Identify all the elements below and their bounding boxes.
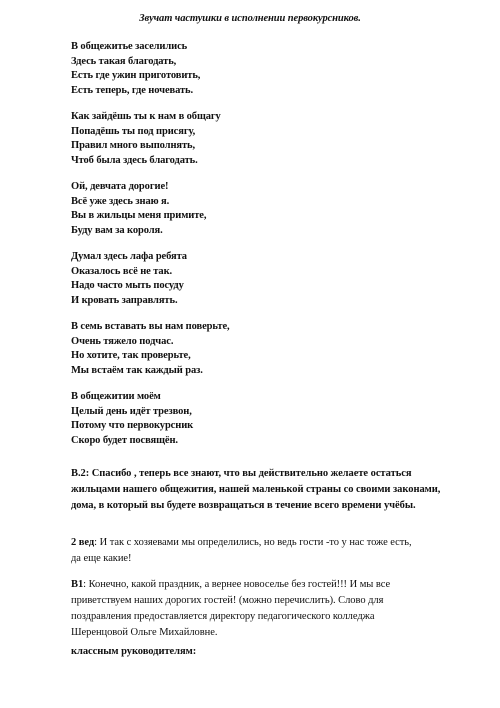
verse-line: Вы в жильцы меня примите,: [71, 210, 207, 222]
stanza-1: [71, 40, 431, 99]
paragraph-line: жильцами нашего общежития, нашей маленькой страны со своими законами,: [71, 484, 441, 495]
stanza-3: [71, 180, 431, 239]
verse-line: Попадёшь ты под присягу,: [71, 125, 196, 137]
verse-line: Но хотите, так проверьте,: [71, 350, 191, 362]
paragraph-text: : Конечно, какой праздник, а вернее новоселье без гостей!!! И мы все: [83, 579, 391, 590]
verse-line: Надо часто мыть посуду: [71, 280, 184, 292]
paragraph-host-2-speech: [71, 466, 471, 514]
verse-line: Правил много выполнять,: [71, 140, 196, 152]
verse-line: Есть теперь, где ночевать.: [71, 85, 194, 97]
paragraph-host-1-speech: [71, 577, 471, 641]
paragraph-line: да еще какие!: [71, 553, 132, 564]
verse-line: Оказалось всё не так.: [71, 265, 173, 277]
verse-line: Целый день идёт трезвон,: [71, 405, 192, 417]
verse-line: Как зайдёшь ты к нам в общагу: [71, 111, 221, 122]
verse-line: Думал здесь лафа ребята: [71, 251, 187, 262]
verse-line: Буду вам за короля.: [71, 225, 163, 237]
paragraph-class-teachers: [71, 644, 471, 660]
speaker-tag: В1: [71, 579, 84, 590]
verse-line: В общежитии моём: [71, 391, 161, 402]
stanza-4: [71, 250, 431, 309]
paragraph-line: поздравления предоставляется директору педагогического колледжа: [71, 611, 375, 622]
verse-line: В общежитье заселились: [71, 41, 188, 52]
verse-line: Потому что первокурсник: [71, 420, 194, 432]
paragraph-line: [71, 577, 471, 593]
page-heading: Звучат частушки в исполнении первокурсников.: [139, 13, 361, 24]
stanza-6: [71, 390, 431, 449]
paragraph-text: : И так с хозяевами мы определились, но ведь гости -то у нас тоже есть,: [94, 537, 412, 548]
verse-line: Есть где ужин приготовить,: [71, 70, 201, 82]
speaker-tag: В.2:: [71, 468, 90, 479]
paragraph-line: классным руководителям:: [71, 646, 197, 657]
paragraph-line: Шеренцовой Ольге Михайловне.: [71, 627, 218, 638]
paragraph-line: [71, 535, 471, 551]
stanza-5: [71, 320, 431, 379]
verse-line: Всё уже здесь знаю я.: [71, 195, 170, 207]
verse-line: Скоро будет посвящён.: [71, 435, 178, 447]
verse-line: Очень тяжело подчас.: [71, 335, 174, 347]
paragraph-host-second: [71, 535, 471, 567]
paragraph-line: [71, 466, 471, 482]
verse-line: Здесь такая благодать,: [71, 55, 177, 67]
paragraph-line: приветствуем наших дорогих гостей! (можно перечислить). Слово для: [71, 595, 384, 606]
verse-line: Ой, девчата дорогие!: [71, 181, 169, 192]
verse-line: И кровать заправлять.: [71, 295, 178, 307]
speaker-tag: 2 вед: [71, 537, 95, 548]
verse-line: В семь вставать вы нам поверьте,: [71, 321, 230, 332]
paragraph-line: дома, в который вы будете возвращаться в течение всего времени учёбы.: [71, 500, 416, 511]
paragraph-text: Спасибо , теперь все знают, что вы действительно желаете остаться: [89, 468, 412, 479]
verse-line: Мы встаём так каждый раз.: [71, 365, 203, 377]
verse-line: Чтоб была здесь благодать.: [71, 155, 198, 167]
stanza-2: [71, 110, 431, 169]
